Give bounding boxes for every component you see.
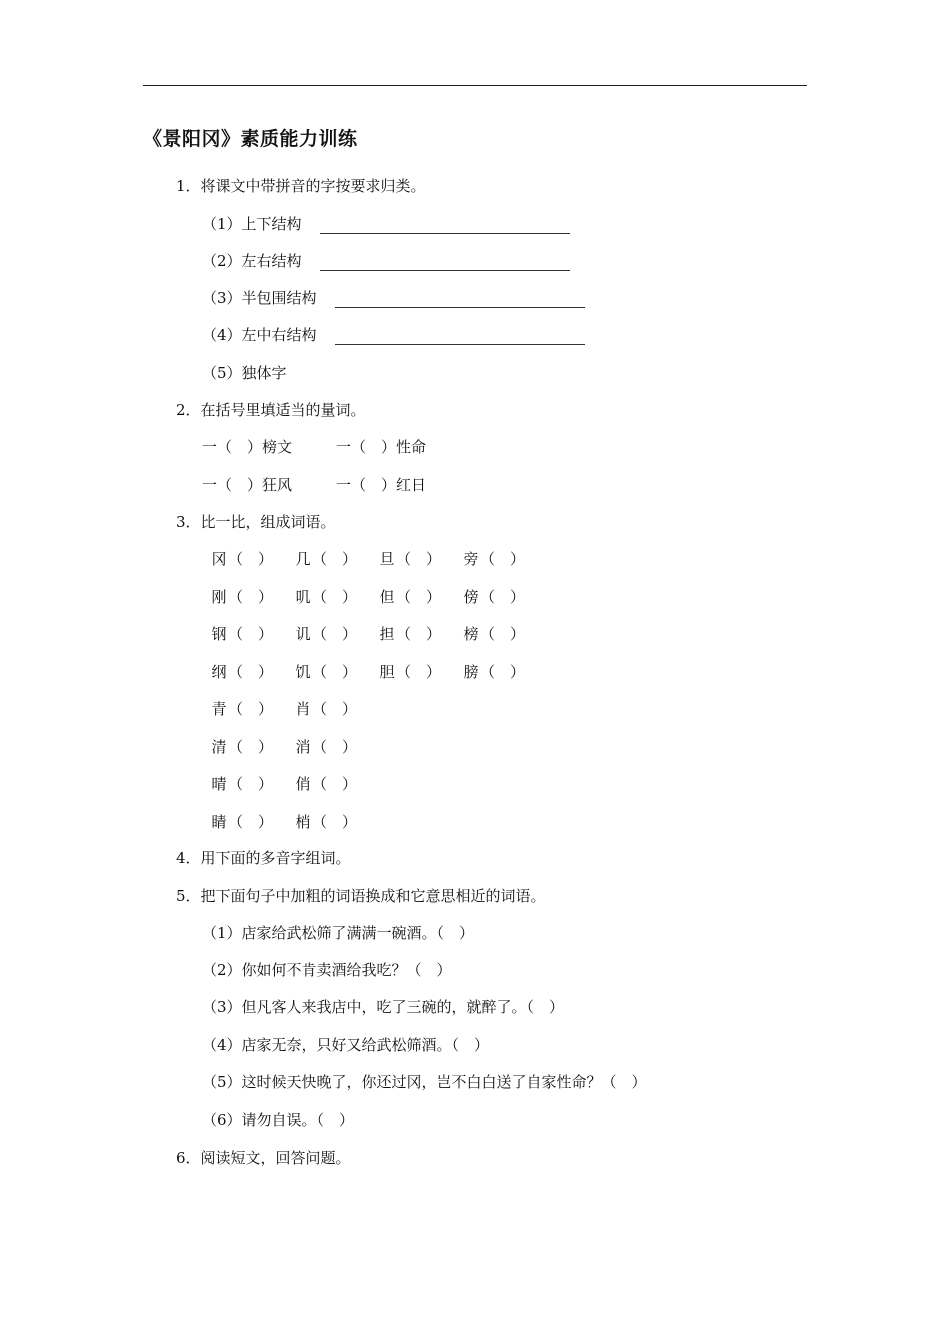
answer-parentheses[interactable]: （ ） <box>396 588 442 606</box>
question-1-item-3 <box>202 288 585 308</box>
compare-character: 叽 <box>295 588 311 606</box>
compare-cell <box>210 662 273 682</box>
compare-character: 饥 <box>295 663 311 681</box>
compare-cell <box>210 737 273 757</box>
measure-word-1: 一（ ）榜文 <box>202 438 293 456</box>
question-2: 2．在括号里填适当的量词。 <box>176 401 366 419</box>
question-5-item-1: （1）店家给武松筛了满满一碗酒。（ ） <box>202 924 475 942</box>
measure-word-2: 一（ ）性命 <box>336 438 427 456</box>
compare-cell <box>294 587 357 607</box>
compare-character: 胆 <box>379 663 395 681</box>
answer-parentheses[interactable]: （ ） <box>228 550 274 568</box>
answer-parentheses[interactable]: （ ） <box>228 588 274 606</box>
compare-cell <box>210 587 273 607</box>
question-4: 4．用下面的多音字组词。 <box>176 849 351 867</box>
answer-parentheses[interactable]: （ ） <box>480 625 526 643</box>
answer-blank[interactable] <box>335 293 585 308</box>
answer-parentheses[interactable]: （ ） <box>228 775 274 793</box>
compare-character: 俏 <box>295 775 311 793</box>
compare-character: 膀 <box>463 663 479 681</box>
page-title: 《景阳冈》素质能力训练 <box>143 128 358 150</box>
compare-cell <box>210 699 273 719</box>
compare-cell <box>462 587 525 607</box>
compare-character: 旁 <box>463 550 479 568</box>
item-label: （3）半包围结构 <box>202 289 317 307</box>
compare-character: 担 <box>379 625 395 643</box>
compare-character: 旦 <box>379 550 395 568</box>
question-3: 3．比一比，组成词语。 <box>176 513 336 531</box>
answer-parentheses[interactable]: （ ） <box>228 738 274 756</box>
compare-character: 消 <box>295 738 311 756</box>
compare-cell <box>378 662 441 682</box>
compare-character: 讥 <box>295 625 311 643</box>
compare-character: 梢 <box>295 813 311 831</box>
answer-parentheses[interactable]: （ ） <box>312 625 358 643</box>
answer-parentheses[interactable]: （ ） <box>312 550 358 568</box>
compare-character: 清 <box>211 738 227 756</box>
question-5-item-6: （6）请勿自误。（ ） <box>202 1111 355 1129</box>
compare-cell <box>294 549 357 569</box>
compare-cell <box>462 624 525 644</box>
compare-character: 睛 <box>211 813 227 831</box>
measure-word-3: 一（ ）狂风 <box>202 476 293 494</box>
item-label: （4）左中右结构 <box>202 326 317 344</box>
answer-parentheses[interactable]: （ ） <box>396 550 442 568</box>
header-rule <box>143 85 807 86</box>
compare-cell <box>294 774 357 794</box>
question-1-item-1 <box>202 214 570 234</box>
compare-character: 几 <box>295 550 311 568</box>
compare-character: 晴 <box>211 775 227 793</box>
answer-parentheses[interactable]: （ ） <box>312 738 358 756</box>
compare-cell <box>294 812 357 832</box>
answer-parentheses[interactable]: （ ） <box>312 588 358 606</box>
compare-cell <box>378 624 441 644</box>
compare-cell <box>294 662 357 682</box>
answer-parentheses[interactable]: （ ） <box>228 700 274 718</box>
question-5-item-5: （5）这时候天快晚了，你还过冈，岂不白白送了自家性命？（ ） <box>202 1073 647 1091</box>
question-1-item-4 <box>202 325 585 345</box>
compare-character: 刚 <box>211 588 227 606</box>
question-1-item-5: （5）独体字 <box>202 364 287 382</box>
compare-cell <box>210 774 273 794</box>
question-1: 1．将课文中带拼音的字按要求归类。 <box>176 177 426 195</box>
answer-blank[interactable] <box>320 219 570 234</box>
answer-blank[interactable] <box>320 256 570 271</box>
answer-parentheses[interactable]: （ ） <box>312 775 358 793</box>
answer-parentheses[interactable]: （ ） <box>312 813 358 831</box>
answer-parentheses[interactable]: （ ） <box>480 663 526 681</box>
compare-cell <box>462 662 525 682</box>
answer-parentheses[interactable]: （ ） <box>396 625 442 643</box>
answer-parentheses[interactable]: （ ） <box>480 550 526 568</box>
answer-parentheses[interactable]: （ ） <box>228 663 274 681</box>
answer-parentheses[interactable]: （ ） <box>312 663 358 681</box>
compare-cell <box>294 699 357 719</box>
compare-character: 傍 <box>463 588 479 606</box>
answer-parentheses[interactable]: （ ） <box>396 663 442 681</box>
answer-blank[interactable] <box>335 330 585 345</box>
question-5-item-3: （3）但凡客人来我店中，吃了三碗的，就醉了。（ ） <box>202 998 565 1016</box>
item-label: （1）上下结构 <box>202 215 302 233</box>
answer-parentheses[interactable]: （ ） <box>312 700 358 718</box>
question-5-item-4: （4）店家无奈，只好又给武松筛酒。（ ） <box>202 1036 490 1054</box>
compare-cell <box>462 549 525 569</box>
compare-character: 但 <box>379 588 395 606</box>
answer-parentheses[interactable]: （ ） <box>480 588 526 606</box>
compare-character: 青 <box>211 700 227 718</box>
answer-parentheses[interactable]: （ ） <box>228 813 274 831</box>
question-1-item-2 <box>202 251 570 271</box>
compare-cell <box>210 812 273 832</box>
compare-cell <box>378 549 441 569</box>
item-label: （2）左右结构 <box>202 252 302 270</box>
answer-parentheses[interactable]: （ ） <box>228 625 274 643</box>
compare-character: 榜 <box>463 625 479 643</box>
question-6: 6．阅读短文，回答问题。 <box>176 1149 351 1167</box>
question-5-item-2: （2）你如何不肯卖酒给我吃？（ ） <box>202 961 452 979</box>
compare-character: 冈 <box>211 550 227 568</box>
compare-character: 肖 <box>295 700 311 718</box>
question-5: 5．把下面句子中加粗的词语换成和它意思相近的词语。 <box>176 887 546 905</box>
compare-cell <box>378 587 441 607</box>
compare-character: 钢 <box>211 625 227 643</box>
compare-cell <box>294 624 357 644</box>
compare-cell <box>294 737 357 757</box>
compare-character: 纲 <box>211 663 227 681</box>
compare-cell <box>210 624 273 644</box>
measure-word-4: 一（ ）红日 <box>336 476 427 494</box>
compare-cell <box>210 549 273 569</box>
